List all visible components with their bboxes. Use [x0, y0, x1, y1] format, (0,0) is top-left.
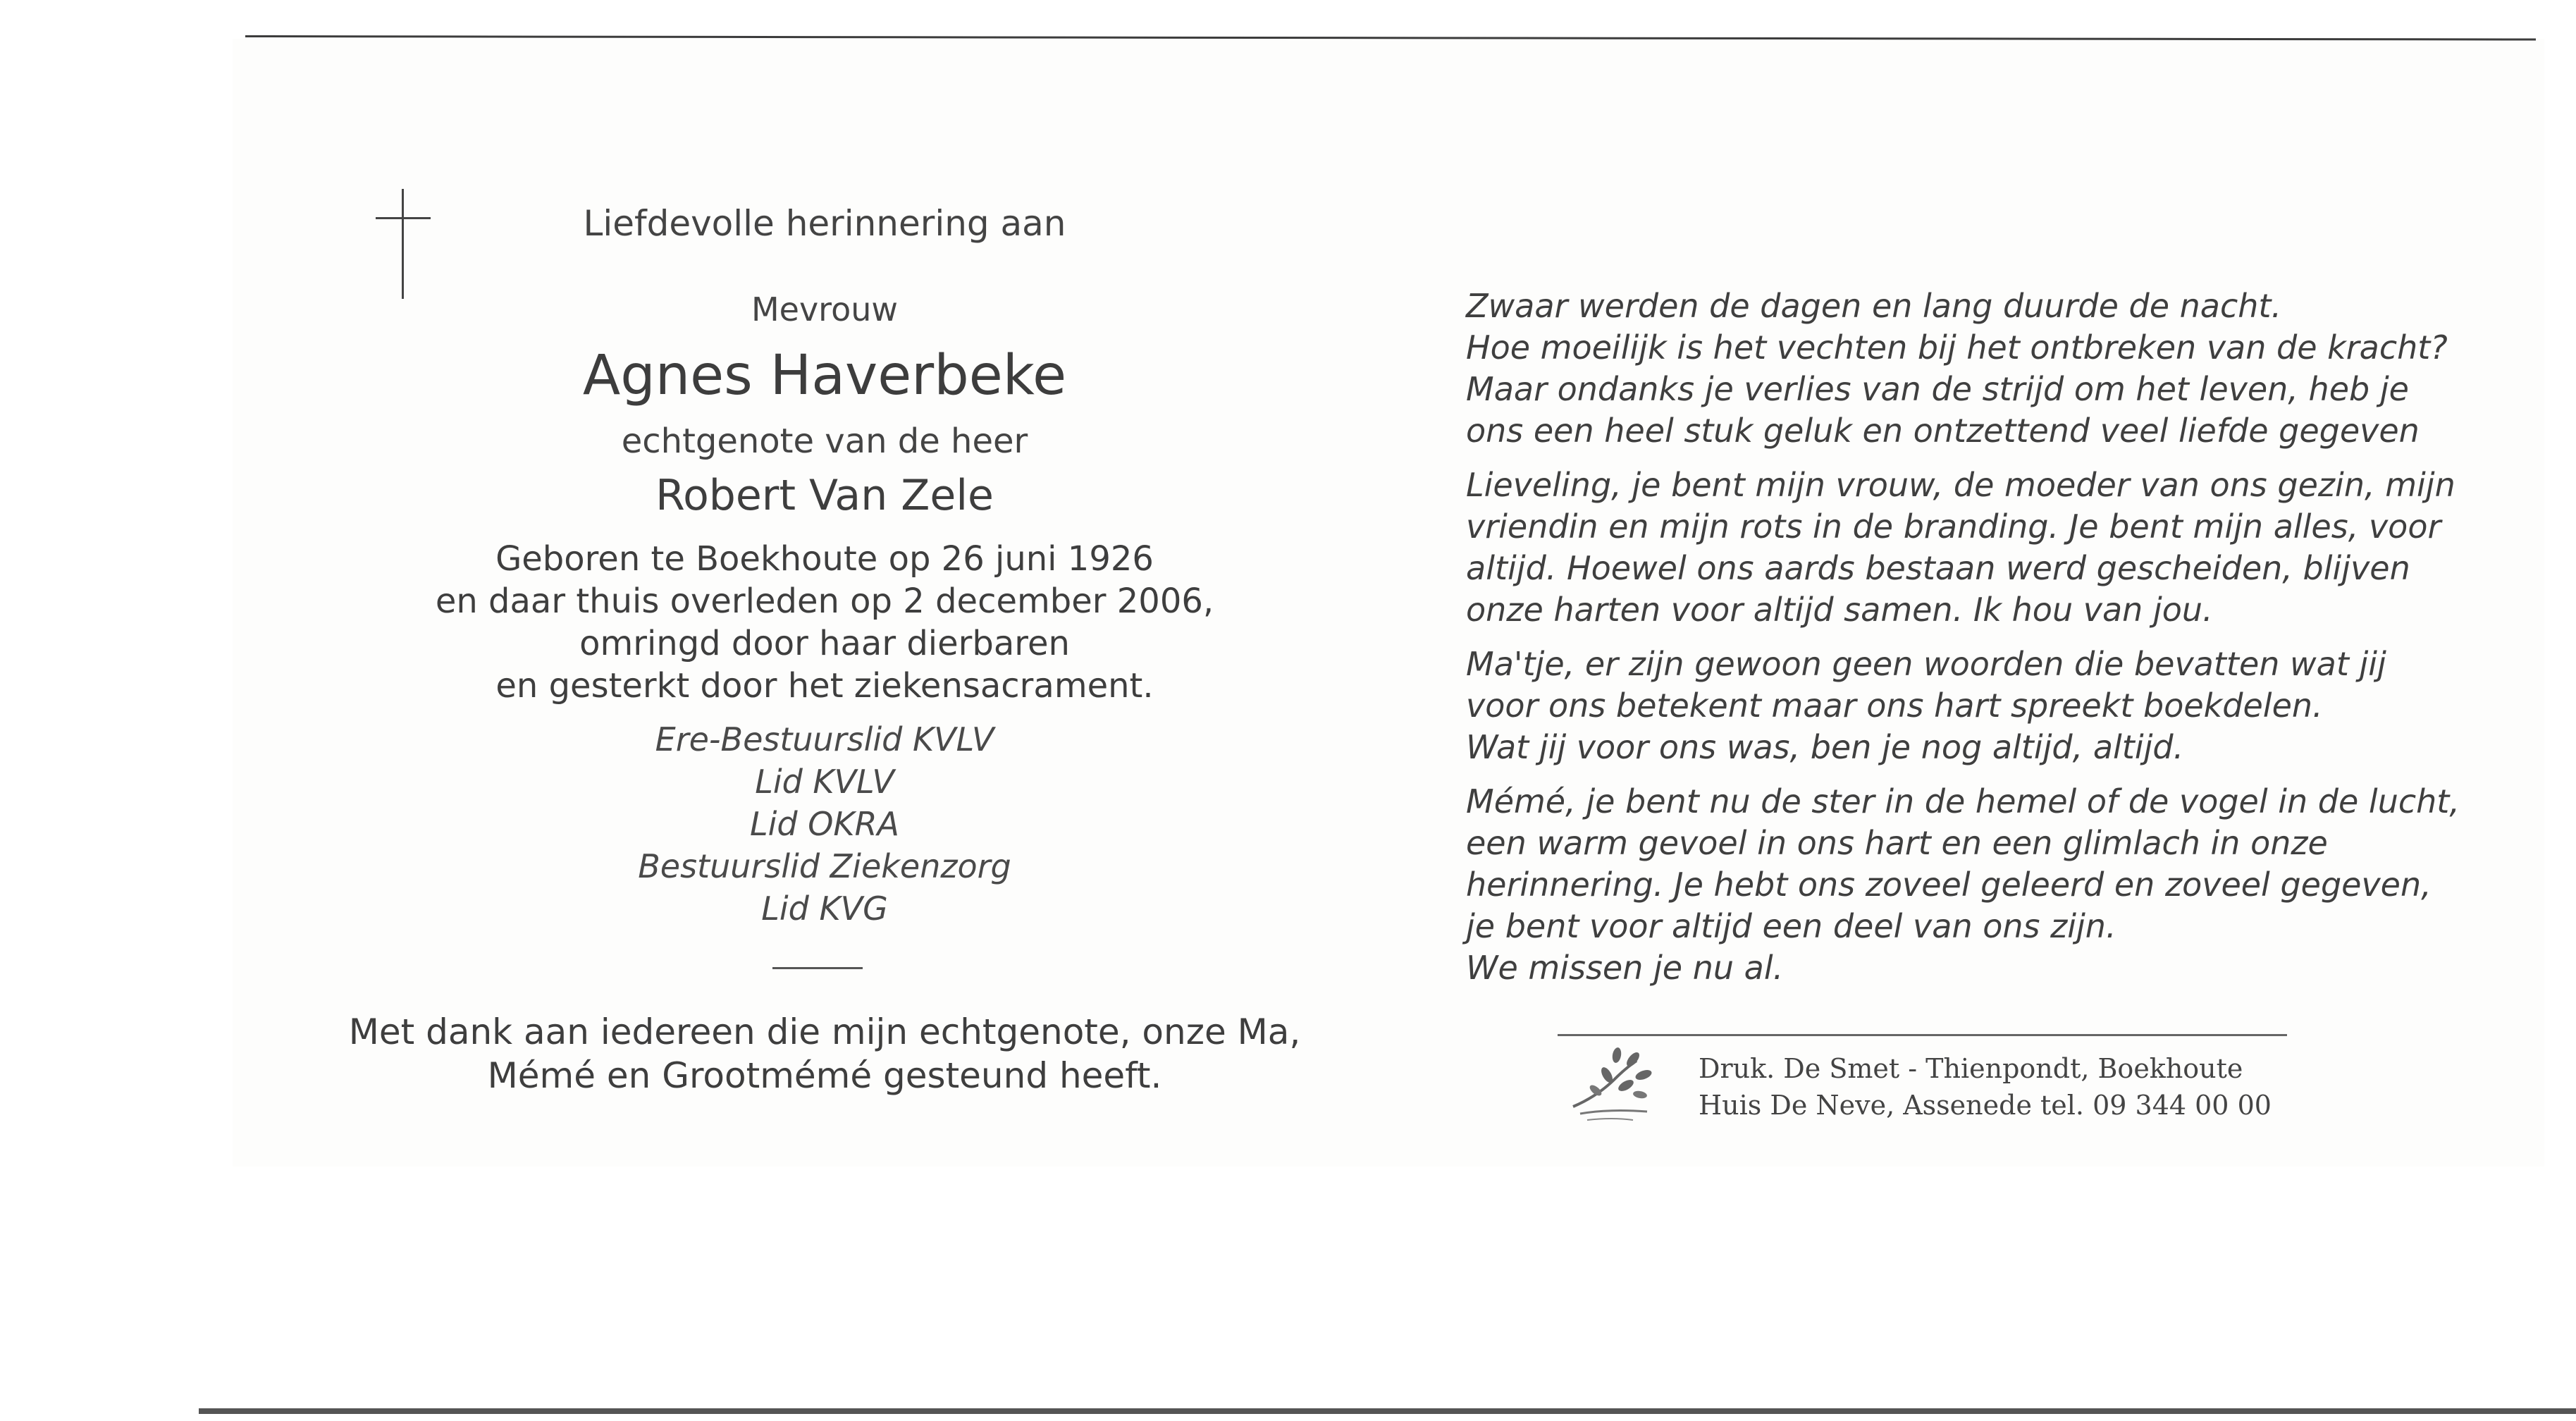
- printer-line: Druk. De Smet - Thienpondt, Boekhoute: [1699, 1053, 2243, 1084]
- bio-line: Geboren te Boekhoute op 26 juni 1926: [495, 539, 1154, 579]
- printer-separator-line: [1558, 1034, 2287, 1036]
- membership-item: Bestuurslid Ziekenzorg: [638, 847, 1011, 885]
- spouse-prefix: echtgenote van de heer: [621, 422, 1028, 461]
- membership-item: Lid KVG: [761, 890, 888, 928]
- poem-line: ons een heel stuk geluk en ontzettend veel liefde gegeven: [1466, 412, 2420, 450]
- poem-line: onze harten voor altijd samen. Ik hou van jou.: [1466, 591, 2213, 629]
- separator-line: [772, 967, 863, 969]
- poem-stanza: [1466, 644, 2467, 768]
- poem-stanza: [1466, 465, 2467, 631]
- poem-line: voor ons betekent maar ons hart spreekt boekdelen.: [1466, 687, 2323, 725]
- poem-line: Zwaar werden de dagen en lang duurde de nacht.: [1466, 287, 2282, 325]
- poem-line: Mémé, je bent nu de ster in de hemel of de vogel in de lucht,: [1466, 782, 2460, 820]
- poem-line: Wat jij voor ons was, ben je nog altijd, altijd.: [1466, 728, 2184, 766]
- intro-text: Liefdevolle herinnering aan: [583, 203, 1066, 244]
- poem-stanza: [1466, 781, 2467, 989]
- poem-line: We missen je nu al.: [1466, 949, 1784, 987]
- bio-line: en gesterkt door het ziekensacrament.: [495, 666, 1154, 706]
- spouse-name: Robert Van Zele: [655, 471, 994, 520]
- poem-line: altijd. Hoewel ons aards bestaan werd gescheiden, blijven: [1466, 549, 2410, 587]
- printer-line: Huis De Neve, Assenede tel. 09 344 00 00: [1699, 1090, 2272, 1121]
- bio-line: en daar thuis overleden op 2 december 2006,: [435, 582, 1214, 621]
- poem-stanza: [1466, 285, 2467, 452]
- printer-info: [1699, 1050, 2333, 1124]
- thanks-line: Mémé en Grootmémé gesteund heeft.: [487, 1055, 1162, 1096]
- membership-item: Lid OKRA: [749, 805, 900, 843]
- poem-line: een warm gevoel in ons hart en een glimlach in onze: [1466, 824, 2328, 862]
- bottom-border-line: [199, 1408, 2576, 1414]
- flower-branch-icon: [1566, 1047, 1658, 1124]
- deceased-name: Agnes Haverbeke: [582, 344, 1067, 407]
- poem-line: Lieveling, je bent mijn vrouw, de moeder van ons gezin, mijn: [1466, 466, 2455, 504]
- bio-line: omringd door haar dierbaren: [579, 624, 1070, 663]
- poem-line: Ma'tje, er zijn gewoon geen woorden die bevatten wat jij: [1466, 645, 2386, 683]
- thanks-line: Met dank aan iedereen die mijn echtgenote, onze Ma,: [348, 1011, 1301, 1052]
- poem-line: vriendin en mijn rots in de branding. Je bent mijn alles, voor: [1466, 508, 2441, 546]
- membership-item: Ere-Bestuurslid KVLV: [655, 720, 994, 758]
- poem-line: Hoe moeilijk is het vechten bij het ontbreken van de kracht?: [1466, 328, 2448, 367]
- poem-line: herinnering. Je hebt ons zoveel geleerd en zoveel gegeven,: [1466, 866, 2432, 904]
- honorific: Mevrouw: [751, 290, 899, 328]
- poem-line: Maar ondanks je verlies van de strijd om het leven, heb je: [1466, 370, 2409, 408]
- poem-line: je bent voor altijd een deel van ons zijn.: [1466, 907, 2116, 945]
- membership-item: Lid KVLV: [755, 763, 894, 801]
- poem: [1466, 285, 2467, 1002]
